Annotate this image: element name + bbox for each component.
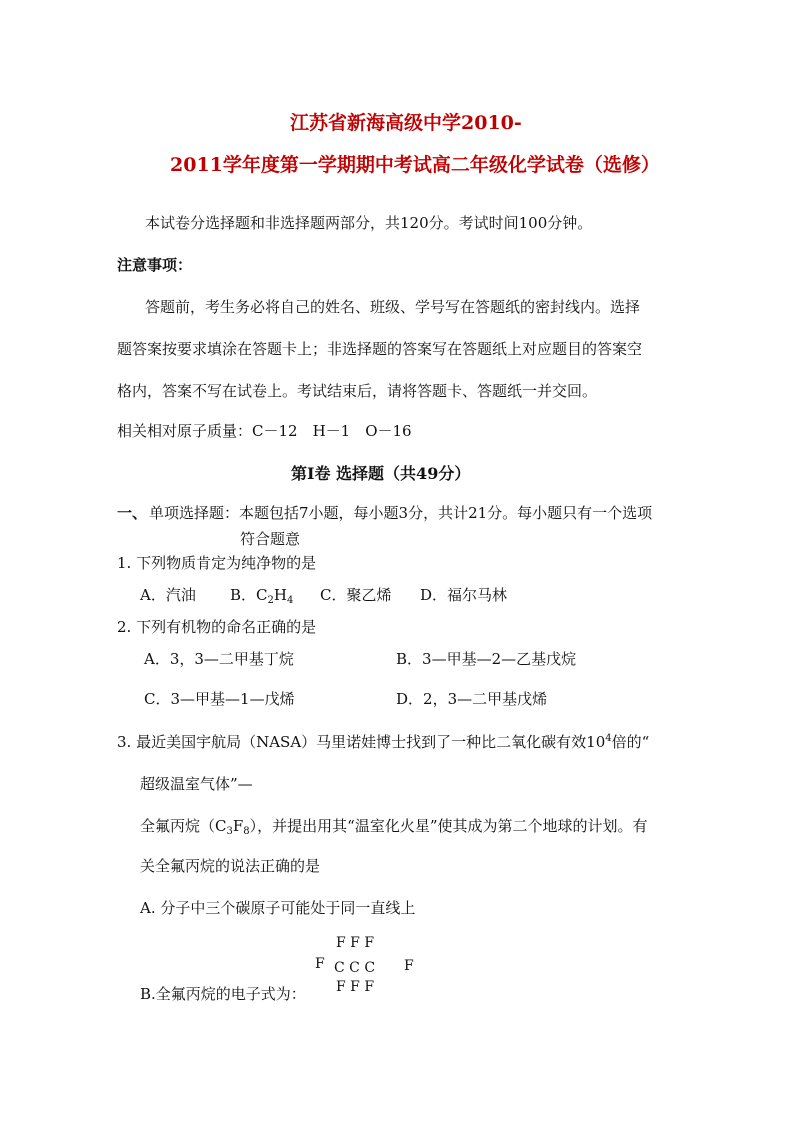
formula-bottom-row: F F F <box>336 979 375 995</box>
q3-stem-line4: 关全氟丙烷的说法正确的是 <box>140 857 321 875</box>
q1-option-d: D．福尔马林 <box>420 586 508 604</box>
q3-option-a: A. 分子中三个碳原子可能处于同一直线上 <box>140 899 416 917</box>
formula-top-row: F F F <box>336 935 375 951</box>
q3-stem-line2: 超级温室气体”— <box>140 775 253 793</box>
formula-right-atom: F <box>404 958 414 974</box>
section-heading: 第Ⅰ卷 选择题（共49分） <box>291 464 471 483</box>
formula-carbon-chain: C C C <box>334 960 376 976</box>
part-label: 一、 <box>117 504 148 522</box>
notice-line-2: 题答案按要求填涂在答题卡上；非选择题的答案写在答题纸上对应题目的答案空 <box>117 340 643 358</box>
notice-heading: 注意事项： <box>117 256 193 274</box>
atomic-mass-info: 相关相对原子质量：C－12 H－1 O－16 <box>117 422 412 440</box>
q1-option-a: A．汽油 <box>140 586 196 604</box>
q1-option-c: C．聚乙烯 <box>320 586 392 604</box>
q2-option-a: A．3，3—二甲基丁烷 <box>144 650 294 668</box>
part-instruction-line1: 单项选择题：本题包括7小题，每小题3分，共计21分。每小题只有一个选项 <box>149 504 653 522</box>
q2-option-c: C．3—甲基—1—戊烯 <box>144 690 295 708</box>
notice-line-3: 格内，答案不写在试卷上。考试结束后，请将答题卡、答题纸一并交回。 <box>117 382 598 400</box>
notice-line-1: 答题前，考生务必将自己的姓名、班级、学号写在答题纸的密封线内。选择 <box>145 298 641 316</box>
q3-stem-line3: 全氟丙烷$(C_3F_8)$，并提出用其“温室化火星”使其成为第二个地球的计划。有 <box>140 817 648 837</box>
q2-option-d: D．2，3—二甲基戊烯 <box>396 690 548 708</box>
q1-stem: 1. 下列物质肯定为纯净物的是 <box>117 554 317 572</box>
exam-summary: 本试卷分选择题和非选择题两部分，共120分。考试时间100分钟。 <box>145 214 593 232</box>
q3-option-b-label: B.全氟丙烷的电子式为： <box>140 985 306 1003</box>
q2-stem: 2. 下列有机物的命名正确的是 <box>117 618 317 636</box>
q2-option-b: B．3—甲基—2—乙基戊烷 <box>396 650 577 668</box>
part-instruction-line2: 符合题意 <box>240 530 301 548</box>
formula-left-atom: F <box>315 956 325 972</box>
q1-option-b: B．$C_2H_4$ <box>230 586 294 606</box>
q3-stem-line1: 3. 最近美国宇航局（NASA）马里诺娃博士找到了一种比二氧化碳有效$10^4$倍的“ <box>117 733 650 751</box>
exam-title-line2: 2011学年度第一学期期中考试高二年级化学试卷（选修） <box>170 154 660 176</box>
exam-title-line1: 江苏省新海高级中学2010- <box>290 112 522 134</box>
